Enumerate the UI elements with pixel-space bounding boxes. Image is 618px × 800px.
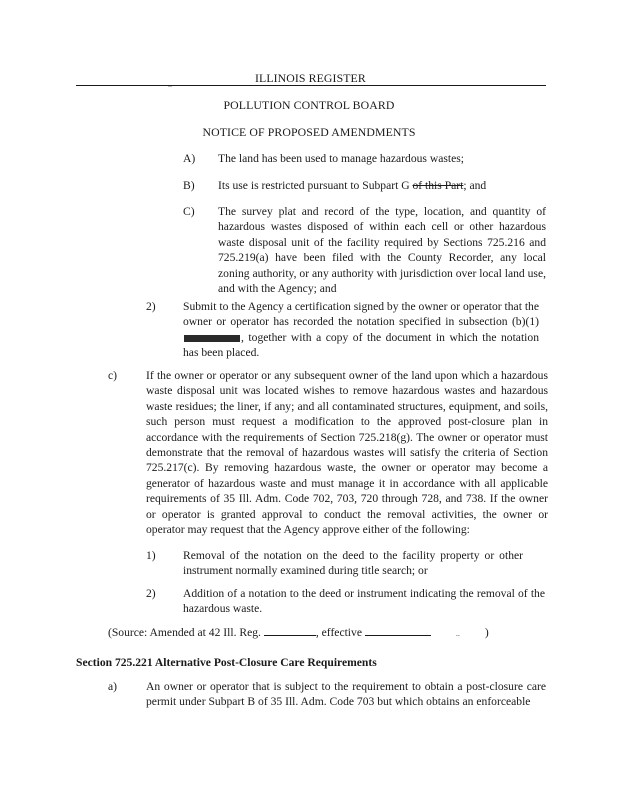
section-item-a-label: a) <box>108 680 118 693</box>
item-c-sub1-label: 1) <box>146 549 156 562</box>
item-2-text <box>183 299 539 361</box>
item-b-label: B) <box>183 179 195 192</box>
item-c-upper-text: The survey plat and record of the type, location, and quantity of hazardous wastes disposed of within each cell or other hazardous waste disposal unit of the facility required by Sections 725.216 and 725.219(a) have been filed with the County Recorder, any local zoning authority, or any authority with jurisdiction over local land use, and with the Agency; and <box>218 205 546 296</box>
item-b-text <box>218 178 486 193</box>
item-c-upper-label: C) <box>183 205 195 218</box>
item-c-label: c) <box>108 369 118 382</box>
source-middle: , effective <box>315 626 365 639</box>
source-prefix: (Source: Amended at 42 Ill. Reg. <box>108 626 264 639</box>
board-title: POLLUTION CONTROL BOARD <box>223 98 395 112</box>
redaction-mark <box>184 335 240 342</box>
reg-blank <box>264 625 316 636</box>
source-suffix: ) <box>484 626 489 639</box>
item-c-sub2-text: Addition of a notation to the deed or instrument indicating the removal of the hazardous waste. <box>183 587 545 616</box>
source-note <box>108 625 489 641</box>
item-b-text-before: Its use is restricted pursuant to Subpart G <box>218 179 413 192</box>
notice-title: NOTICE OF PROPOSED AMENDMENTS <box>202 125 416 139</box>
effective-blank <box>365 625 431 636</box>
item-b-struck-text: of this Part <box>412 179 464 192</box>
section-heading: Section 725.221 Alternative Post-Closure Care Requirements <box>76 656 377 669</box>
source-mark: .. <box>455 629 460 638</box>
header-rule <box>76 85 546 86</box>
section-item-a-text: An owner or operator that is subject to the requirement to obtain a post-closure care permit under Subpart B of 35 Ill. Adm. Code 703 but which obtains an enforceable <box>146 680 546 709</box>
item-2-text-after: , together with a copy of the document in which the notation has been placed. <box>183 330 539 360</box>
item-2-text-before: Submit to the Agency a certification signed by the owner or operator that the owner or operator has recorded the notation specified in subsection (b)(1) <box>183 300 539 329</box>
item-a-label: A) <box>183 152 196 165</box>
item-c-sub1-text: Removal of the notation on the deed to the facility property or other instrument normally examined during title search; or <box>183 549 523 578</box>
item-c-text: If the owner or operator or any subsequent owner of the land upon which a hazardous waste disposal unit was located wishes to remove hazardous wastes and hazardous waste residues; the liner, if any; and all contaminated structures, equipment, and soils, such person must request a modification to the approved post-closure plan in accordance with the requirements of Section 725.218(g). The owner or operator must demonstrate that the removal of hazardous wastes will satisfy the criteria of Section 725.217(c). By removing hazardous waste, the owner or operator may become a generator of hazardous waste and must manage it in accordance with all applicable requirements of 35 Ill. Adm. Code 702, 703, 720 through 728, and 738. If the owner or operator is granted approval to conduct the removal activities, the owner or operator may request that the Agency approve either of the following: <box>146 369 548 537</box>
item-c-sub2-label: 2) <box>146 587 156 600</box>
header-mark: .. <box>168 80 172 89</box>
item-2-label: 2) <box>146 300 156 313</box>
item-a-text: The land has been used to manage hazardous wastes; <box>218 152 464 165</box>
register-title: ILLINOIS REGISTER <box>255 71 366 85</box>
item-b-text-after: ; and <box>463 179 487 192</box>
